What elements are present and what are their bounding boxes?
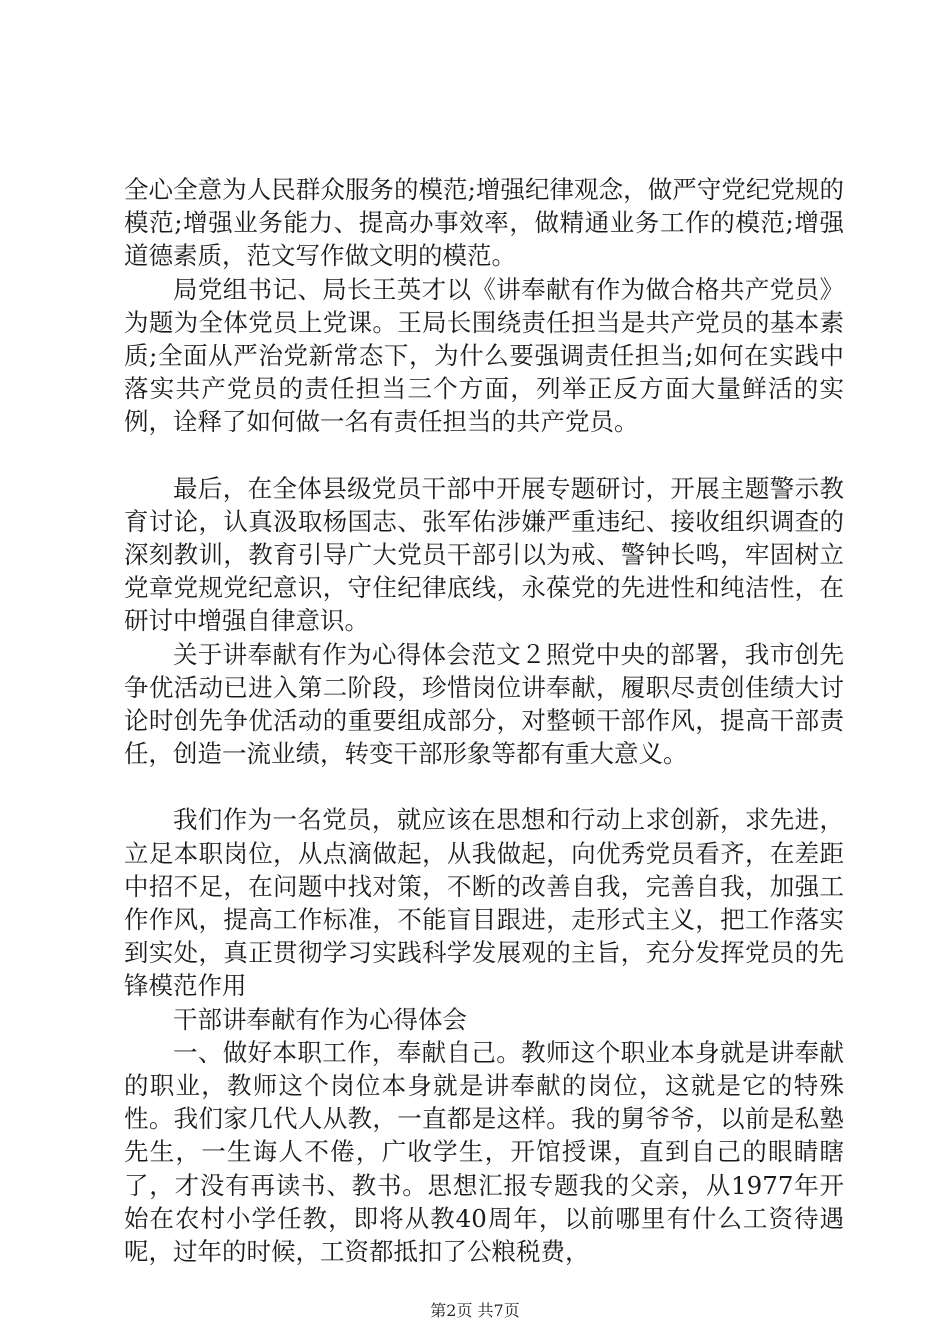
paragraph-sample-essay-2: 关于讲奉献有作为心得体会范文２照党中央的部署，我市创先争优活动已进入第二阶段，珍惜岗位讲奉献，履职尽责创佳绩大讨论时创先争优活动的重要组成部分，对整顿干部作风，提高干部责任，创造一流业绩，转变干部形象等都有重大意义。 [124,639,844,769]
paragraph-party-member: 我们作为一名党员，就应该在思想和行动上求创新，求先进，立足本职岗位，从点滴做起，从我做起，向优秀党员看齐，在差距中招不足，在问题中找对策，不断的改善自我，完善自我，加强工作作风，提高工作标准，不能盲目跟进，走形式主义，把工作落实到实处，真正贯彻学习实践科学发展观的主旨，充分发挥党员的先锋模范作用 [124,805,844,1001]
paragraph-party-lecture: 局党组书记、局长王英才以《讲奉献有作为做合格共产党员》为题为全体党员上党课。王局长围绕责任担当是共产党员的基本素质;全面从严治党新常态下，为什么要强调责任担当;如何在实践中落实共产党员的责任担当三个方面，列举正反方面大量鲜活的实例，诠释了如何做一名有责任担当的共产党员。 [124,274,844,437]
section-heading: 干部讲奉献有作为心得体会 [173,1004,467,1034]
paragraph-teacher-dedication: 一、做好本职工作，奉献自己。教师这个职业本身就是讲奉献的职业，教师这个岗位本身就是讲奉献的岗位，这就是它的特殊性。我们家几代人从教，一直都是这样。我的舅爷爷，以前是私塾先生，一生诲人不倦，广收学生，开馆授课，直到自己的眼睛瞎了，才没有再读书、教书。思想汇报专题我的父亲，从1977年开始在农村小学任教，即将从教40周年，以前哪里有什么工资待遇呢，过年的时候，工资都抵扣了公粮税费， [124,1037,844,1267]
document-body [124,173,844,1268]
page-number-footer: 第2页 共7页 [430,1301,520,1320]
paragraph-seminar: 最后，在全体县级党员干部中开展专题研讨，开展主题警示教育讨论，认真汲取杨国志、张军佑涉嫌严重违纪、接收组织调查的深刻教训，教育引导广大党员干部引以为戒、警钟长鸣，牢固树立党章党规党纪意识，守住纪律底线，永葆党的先进性和纯洁性，在研讨中增强自律意识。 [124,473,844,636]
paragraph-spacer [124,439,844,472]
paragraph-continuation: 全心全意为人民群众服务的模范;增强纪律观念，做严守党纪党规的模范;增强业务能力、提高办事效率，做精通业务工作的模范;增强道德素质，范文写作做文明的模范。 [124,175,844,271]
paragraph-spacer [124,770,844,803]
